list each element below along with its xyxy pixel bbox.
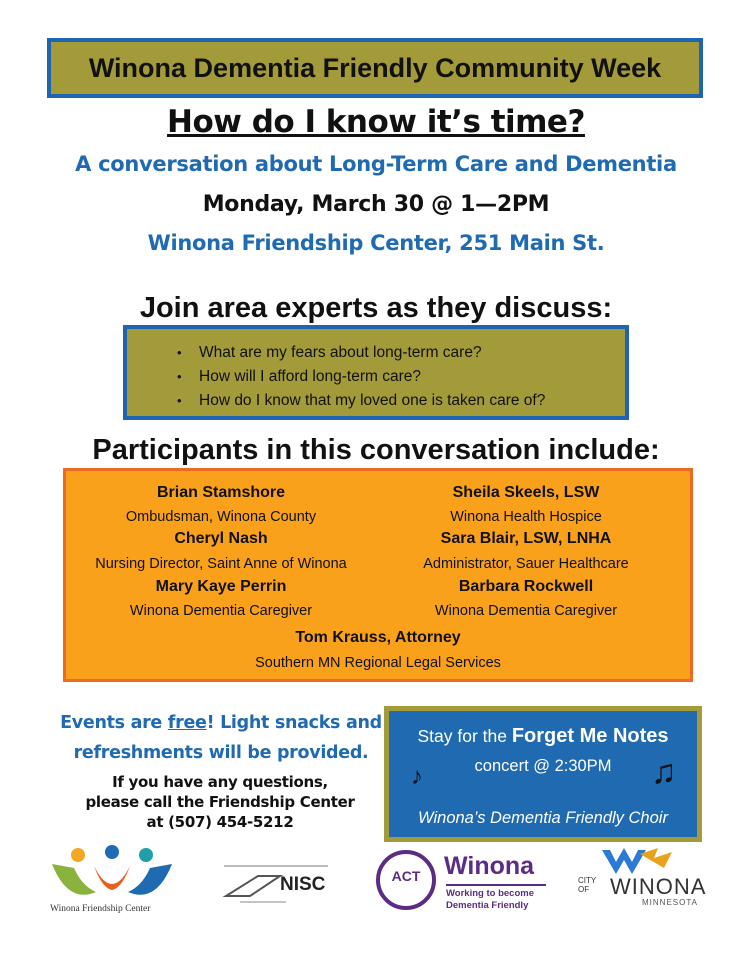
participants-heading: Participants in this conversation include: <box>92 434 660 466</box>
act-winona-label: Winona <box>444 852 535 880</box>
city-of-label: CITY OF <box>578 876 597 894</box>
events-note <box>56 708 386 768</box>
event-banner <box>47 38 703 98</box>
participant-role: Winona Health Hospice <box>450 509 602 525</box>
topic-item: • How do I know that my loved one is taken care of? <box>199 389 625 413</box>
participant-role: Winona Dementia Caregiver <box>129 603 313 619</box>
subheadline: A conversation about Long-Term Care and Dementia <box>75 152 677 176</box>
friendship-figures-icon <box>48 842 176 912</box>
act-divider <box>446 884 546 886</box>
topics-box <box>123 325 629 420</box>
sponsor-logos <box>0 840 752 950</box>
concert-title <box>389 725 697 748</box>
city-w-mark-icon <box>598 844 678 878</box>
participants-box <box>63 468 693 682</box>
city-name-label: WINONA <box>610 874 707 899</box>
participant-role: Southern MN Regional Legal Services <box>255 655 501 671</box>
music-note-icon: ♪ <box>411 763 423 790</box>
concert-time: concert @ 2:30PM <box>474 757 612 775</box>
act-seal-icon <box>376 850 436 910</box>
topic-item: • What are my fears about long-term care? <box>199 341 625 365</box>
act-label: ACT <box>391 868 421 884</box>
friendship-center-logo <box>48 842 176 912</box>
headline: How do I know it’s time? <box>167 104 585 140</box>
act-tagline-line: Dementia Friendly <box>446 900 529 911</box>
event-datetime: Monday, March 30 @ 1—2PM <box>202 192 550 217</box>
friendship-center-name: Winona Friendship Center <box>50 904 151 914</box>
participant-name: Sheila Skeels, LSW <box>452 484 600 501</box>
banner-title: Winona Dementia Friendly Community Week <box>88 52 662 83</box>
participant-name: Tom Krauss, Attorney <box>295 629 461 646</box>
participant-role: Winona Dementia Caregiver <box>434 603 618 619</box>
events-line-1 <box>56 708 386 738</box>
participant-name: Brian Stamshore <box>156 484 286 501</box>
concert-box <box>384 706 702 842</box>
questions-note <box>60 772 380 832</box>
topics-list <box>127 329 625 413</box>
state-label: MINNESOTA <box>642 898 698 907</box>
act-tagline-line: Working to become <box>446 888 534 899</box>
events-text: ! Light snacks and <box>206 713 382 733</box>
participant-name: Sara Blair, LSW, LNHA <box>440 530 612 547</box>
join-heading: Join area experts as they discuss: <box>139 292 613 324</box>
city-of-winona-logo <box>598 844 678 878</box>
participant-name: Cheryl Nash <box>174 530 268 547</box>
choir-name: Winona’s Dementia Friendly Choir <box>418 809 668 827</box>
questions-line: at (507) 454-5212 <box>146 813 294 831</box>
participant-name: Mary Kaye Perrin <box>155 578 287 595</box>
topic-item: • How will I afford long-term care? <box>199 365 625 389</box>
participant-role: Administrator, Sauer Healthcare <box>423 556 629 572</box>
concert-stay-text: Stay for the <box>417 726 512 746</box>
free-emphasis: free <box>167 713 207 733</box>
participant-role: Nursing Director, Saint Anne of Winona <box>95 556 347 572</box>
events-line-2: refreshments will be provided. <box>73 743 369 763</box>
questions-line: please call the Friendship Center <box>85 793 355 811</box>
event-venue: Winona Friendship Center, 251 Main St. <box>147 231 605 255</box>
participant-name: Barbara Rockwell <box>458 578 594 595</box>
act-tagline <box>446 888 534 912</box>
concert-group-name: Forget Me Notes <box>511 725 669 747</box>
questions-line: If you have any questions, <box>112 773 328 791</box>
nisc-logo <box>220 862 332 908</box>
participant-role: Ombudsman, Winona County <box>125 509 317 525</box>
events-text: Events are <box>60 713 168 733</box>
music-notes-icon: ♫ <box>651 753 677 791</box>
nisc-label: NISC <box>280 874 326 895</box>
